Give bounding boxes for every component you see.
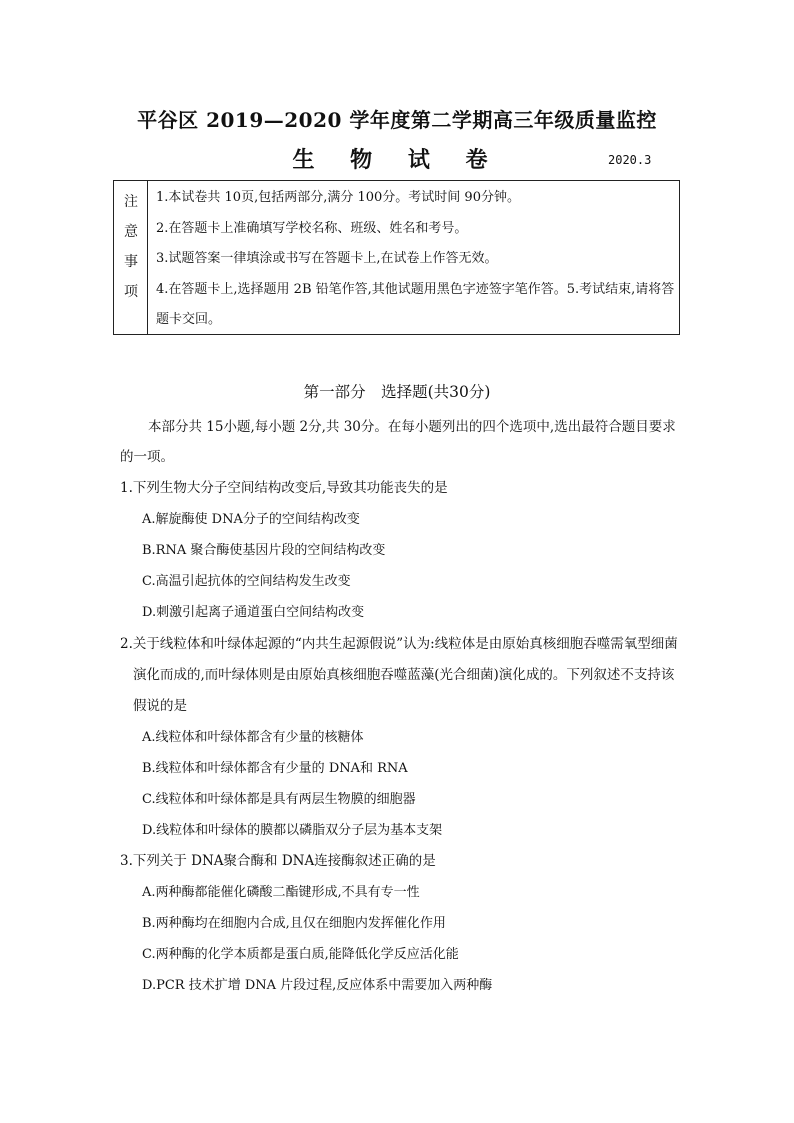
exam-title: 平谷区 2019—2020 学年度第二学期高三年级质量监控: [137, 108, 657, 132]
exam-date: 2020.3: [608, 153, 652, 167]
question-option: C.高温引起抗体的空间结构发生改变: [142, 574, 351, 589]
question-option: B.RNA 聚合酶使基因片段的空间结构改变: [142, 543, 386, 558]
question-option: B.两种酶均在细胞内合成,且仅在细胞内发挥催化作用: [142, 916, 446, 931]
question-option: D.刺激引起离子通道蛋白空间结构改变: [142, 605, 365, 620]
question-stem: 1.下列生物大分子空间结构改变后,导致其功能丧失的是: [120, 480, 448, 496]
question-option: B.线粒体和叶绿体都含有少量的 DNA和 RNA: [142, 761, 408, 776]
question-option: C.线粒体和叶绿体都是具有两层生物膜的细胞器: [142, 792, 416, 807]
notice-item: 1.本试卷共 10页,包括两部分,满分 100分。考试时间 90分钟。: [156, 190, 520, 205]
notice-item: 4.在答题卡上,选择题用 2B 铅笔作答,其他试题用黑色字迹签字笔作答。5.考试结束,请将答题卡交回。: [156, 282, 675, 327]
question-option: A.线粒体和叶绿体都含有少量的核糖体: [142, 730, 364, 745]
notice-label-char: 项: [124, 284, 138, 300]
section-title: 第一部分 选择题(共30分): [303, 383, 491, 401]
subject-title: 生 物 试 卷: [292, 147, 502, 173]
section-intro: 本部分共 15小题,每小题 2分,共 30分。在每小题列出的四个选项中,选出最符合题目要求的一项。: [120, 419, 676, 465]
notice-label-char: 注: [124, 194, 138, 210]
question-option: D.线粒体和叶绿体的膜都以磷脂双分子层为基本支架: [142, 823, 443, 838]
notice-box: [113, 180, 680, 335]
notice-item: 3.试题答案一律填涂或书写在答题卡上,在试卷上作答无效。: [156, 251, 498, 266]
question-stem: 2.关于线粒体和叶绿体起源的“内共生起源假说”认为:线粒体是由原始真核细胞吞噬需氧型细菌演化而成的,而叶绿体则是由原始真核细胞吞噬蓝藻(光合细菌)演化成的。下列叙述不支持该假说的是: [120, 636, 678, 714]
notice-item: 2.在答题卡上准确填写学校名称、班级、姓名和考号。: [156, 221, 468, 236]
question-option: A.两种酶都能催化磷酸二酯键形成,不具有专一性: [142, 885, 420, 900]
notice-label-column: [114, 181, 148, 334]
notice-label-char: 意: [124, 224, 138, 240]
question-option: C.两种酶的化学本质都是蛋白质,能降低化学反应活化能: [142, 947, 459, 962]
question-stem: 3.下列关于 DNA聚合酶和 DNA连接酶叙述正确的是: [120, 853, 436, 869]
notice-label-char: 事: [124, 254, 138, 270]
question-option: A.解旋酶使 DNA分子的空间结构改变: [142, 512, 360, 527]
question-option: D.PCR 技术扩增 DNA 片段过程,反应体系中需要加入两种酶: [142, 978, 493, 993]
